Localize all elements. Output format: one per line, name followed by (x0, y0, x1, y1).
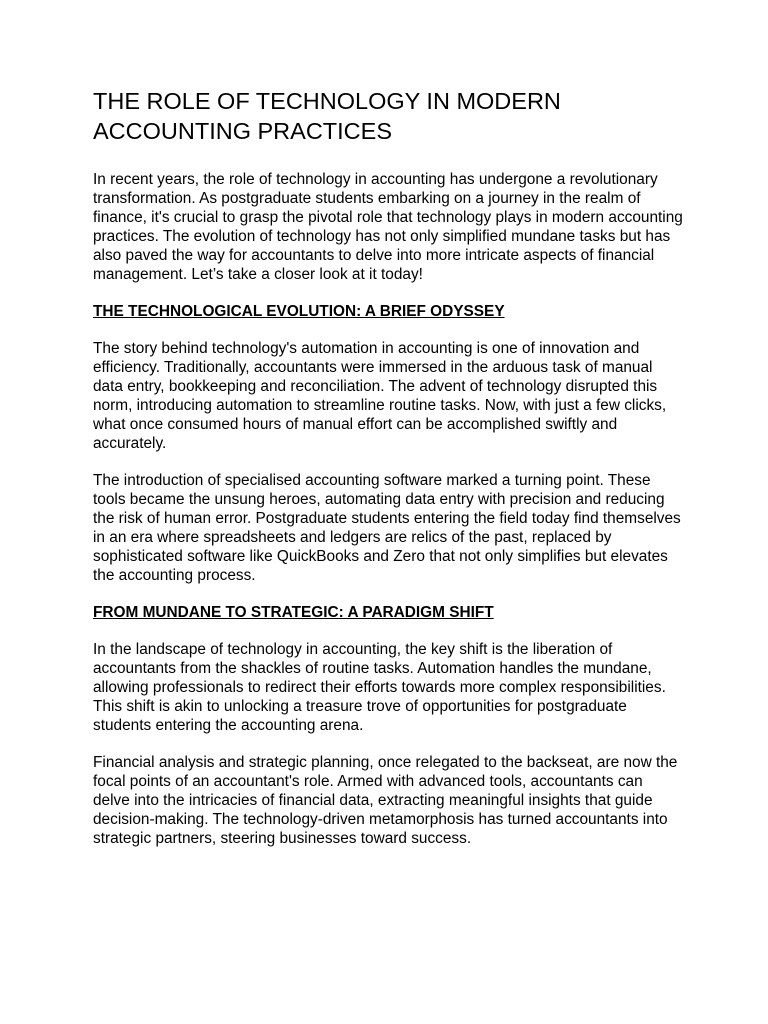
paragraph-automation-story: The story behind technology's automation in accounting is one of innovation and efficiency. Traditionally, accountants were immersed in the arduous task of manual data entry, bookkeeping and reconciliation. The advent of technology disrupted this norm, introducing automation to streamline routine tasks. Now, with just a few clicks, what once consumed hours of manual effort can be accomplished swiftly and accurately. (93, 340, 667, 452)
page-title: THE ROLE OF TECHNOLOGY IN MODERN ACCOUNTING PRACTICES (93, 88, 561, 144)
intro-paragraph: In recent years, the role of technology in accounting has undergone a revolutionary transformation. As postgraduate students embarking on a journey in the realm of finance, it's crucial to grasp the pivotal role that technology plays in modern accounting practices. The evolution of technology has not only simplified mundane tasks but has also paved the way for accountants to delve into more intricate aspects of financial management. Let’s take a closer look at it today! (93, 171, 683, 283)
section-heading-technological-evolution: THE TECHNOLOGICAL EVOLUTION: A BRIEF ODYSSEY (93, 303, 505, 320)
document-page (93, 86, 683, 866)
paragraph-liberation: In the landscape of technology in accounting, the key shift is the liberation of accountants from the shackles of routine tasks. Automation handles the mundane, allowing professionals to redirect their efforts towards more complex responsibilities. This shift is akin to unlocking a treasure trove of opportunities for postgraduate students entering the accounting arena. (93, 641, 666, 734)
section-heading-paradigm-shift: FROM MUNDANE TO STRATEGIC: A PARADIGM SHIFT (93, 604, 494, 621)
paragraph-strategic-role: Financial analysis and strategic planning, once relegated to the backseat, are now the focal points of an accountant's role. Armed with advanced tools, accountants can delve into the intricacies of financial data, extracting meaningful insights that guide decision-making. The technology-driven metamorphosis has turned accountants into strategic partners, steering businesses toward success. (93, 754, 678, 847)
paragraph-accounting-software: The introduction of specialised accounting software marked a turning point. These tools became the unsung heroes, automating data entry with precision and reducing the risk of human error. Postgraduate students entering the field today find themselves in an era where spreadsheets and ledgers are relics of the past, replaced by sophisticated software like QuickBooks and Zero that not only simplifies but elevates the accounting process. (93, 472, 681, 584)
